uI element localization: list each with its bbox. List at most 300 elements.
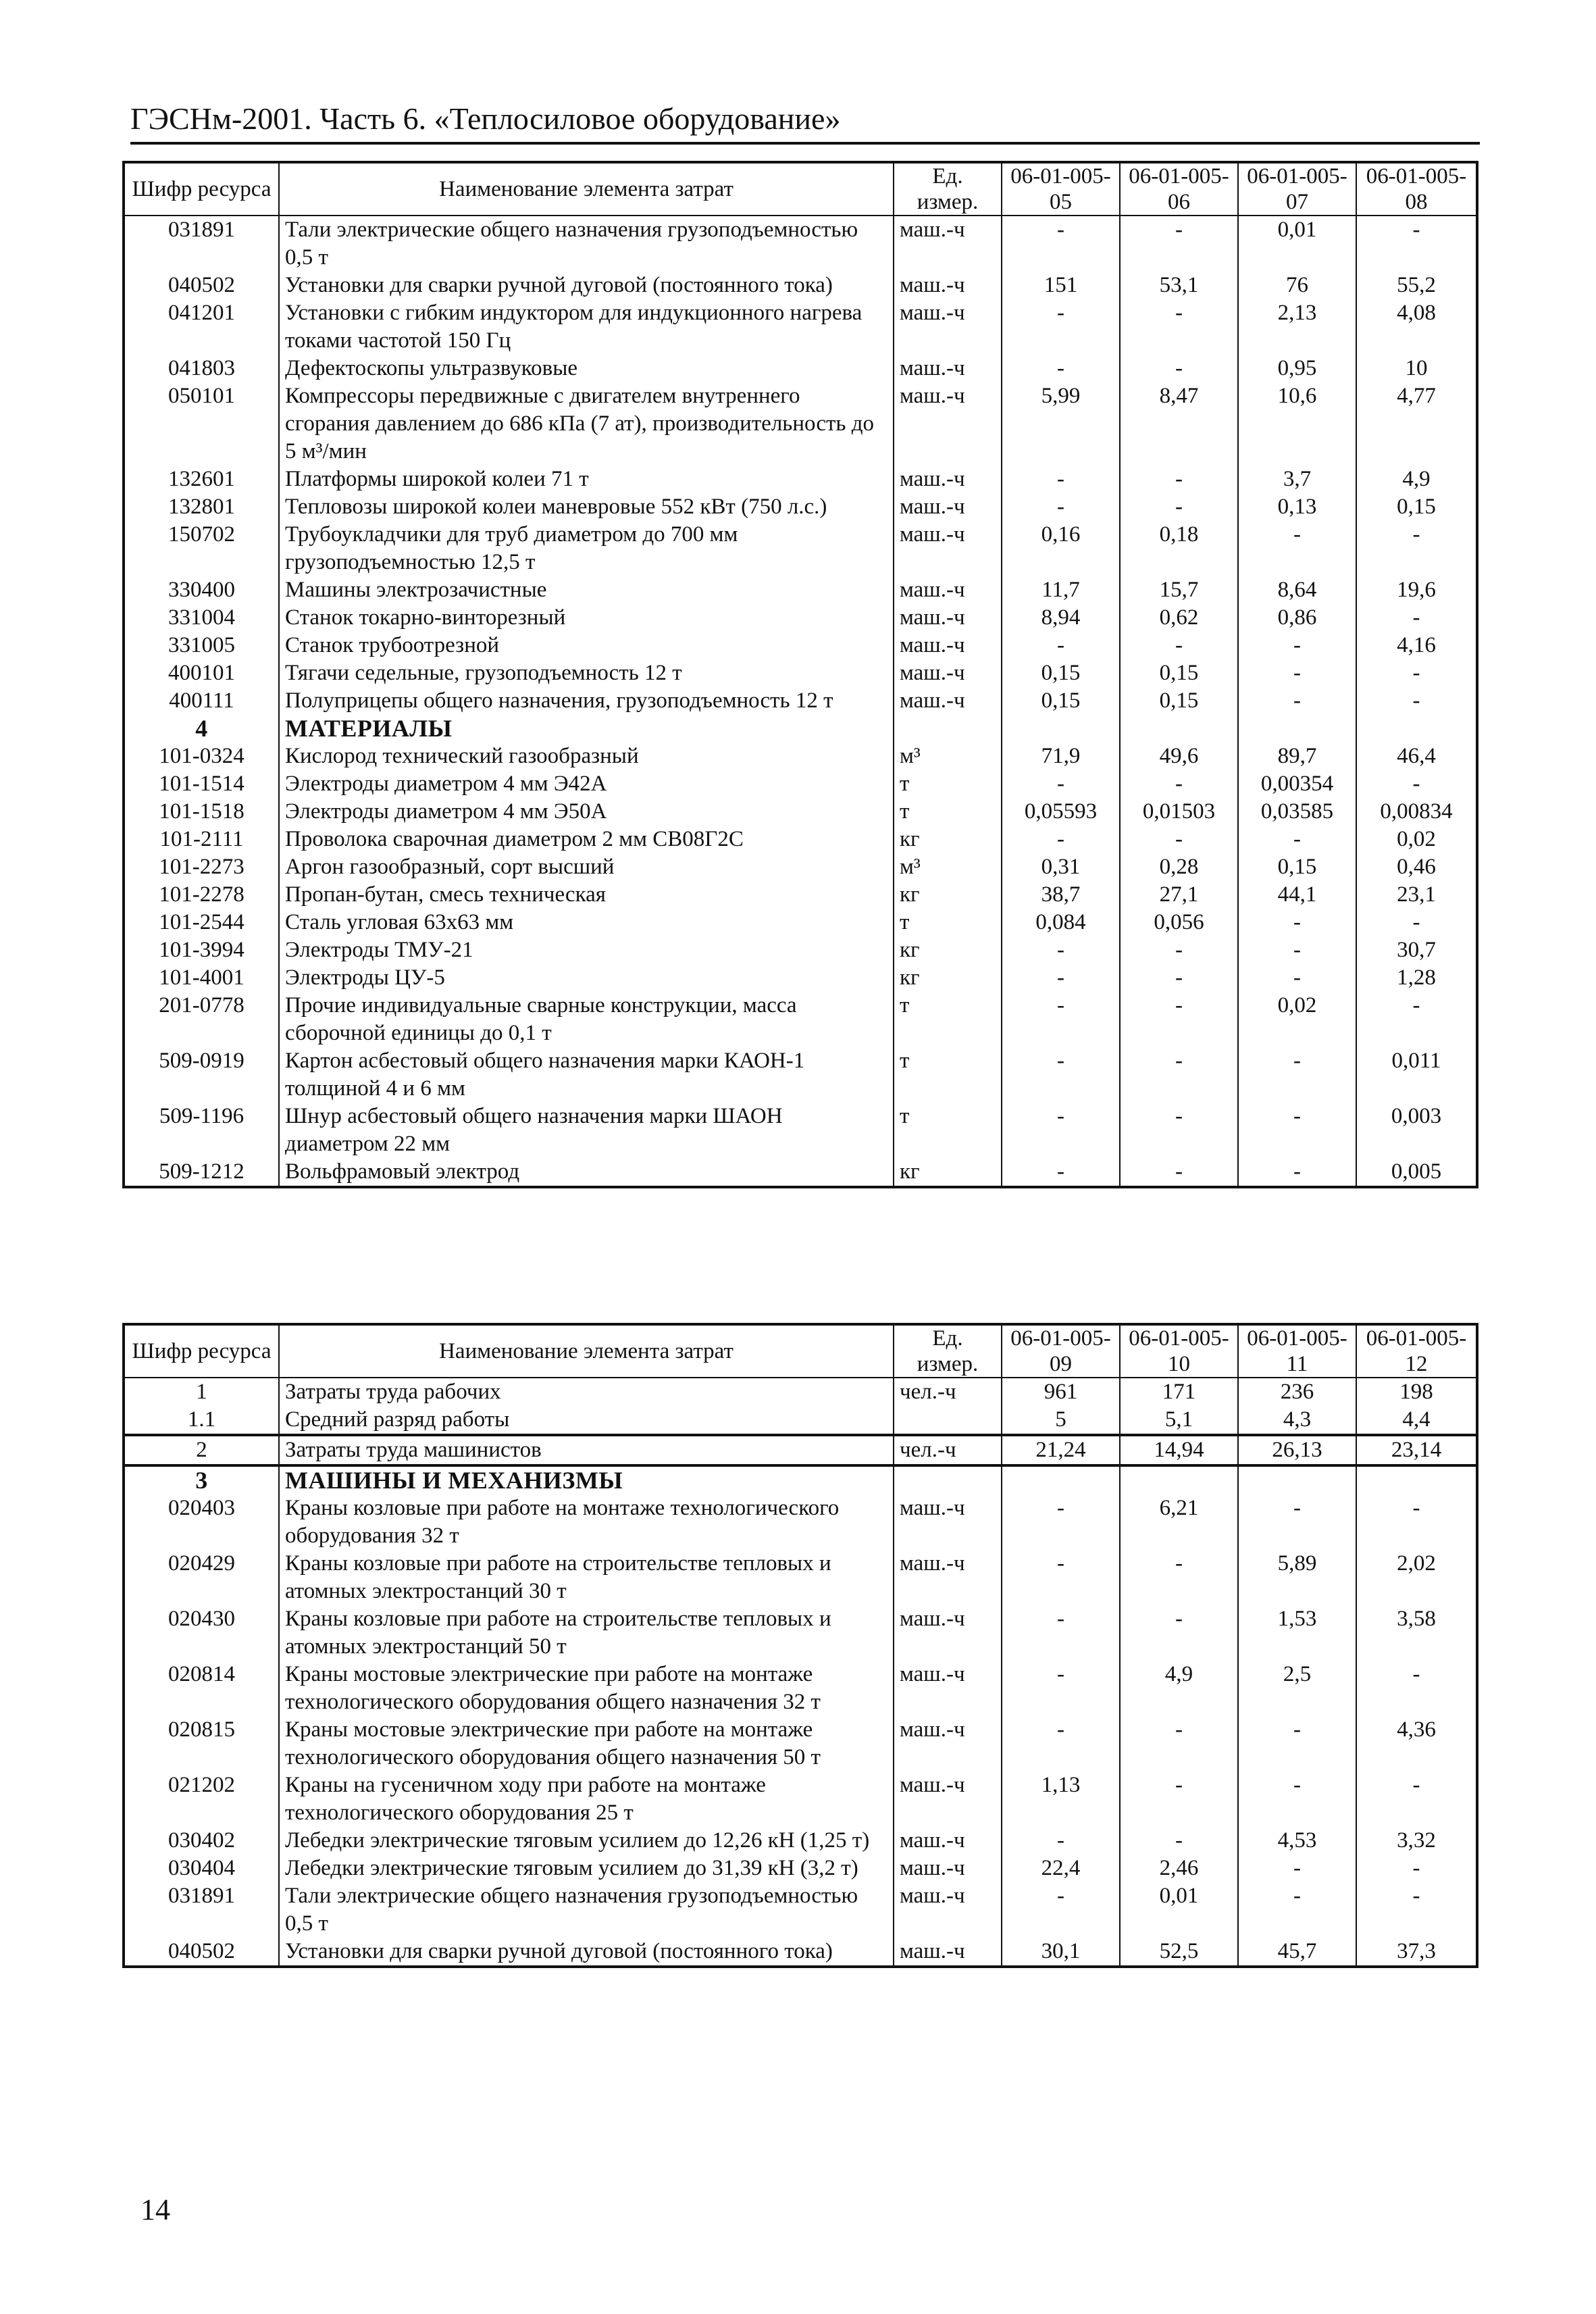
resource-name: Затраты труда рабочих [279, 1378, 894, 1406]
norm-value: 0,18 [1120, 521, 1238, 576]
norm-value: 0,28 [1120, 853, 1238, 881]
norm-value: 55,2 [1356, 272, 1477, 299]
norm-value: - [1238, 1771, 1356, 1827]
norm-value: 30,1 [1002, 1938, 1120, 1967]
norm-value: - [1120, 1827, 1238, 1855]
resource-code: 1 [124, 1378, 279, 1406]
resource-name: Электроды диаметром 4 мм Э42А [279, 770, 894, 798]
norm-value: - [1356, 687, 1477, 715]
resource-name: Машины электрозачистные [279, 576, 894, 604]
resource-code: 101-4001 [124, 964, 279, 992]
table-row [124, 1771, 1477, 1827]
table-header-row [124, 1324, 1477, 1378]
norm-value: - [1002, 1494, 1120, 1550]
norm-value: 0,15 [1002, 687, 1120, 715]
unit-cell: маш.-ч [894, 1494, 1002, 1550]
table-row [124, 1716, 1477, 1771]
resource-code: 101-1514 [124, 770, 279, 798]
norm-value: 19,6 [1356, 576, 1477, 604]
table-row [124, 299, 1477, 355]
table-row [124, 1550, 1477, 1605]
unit-cell: маш.-ч [894, 466, 1002, 493]
norm-value [1238, 715, 1356, 743]
table-row [124, 382, 1477, 466]
resource-code: 509-1196 [124, 1103, 279, 1158]
norm-value: 2,02 [1356, 1550, 1477, 1605]
resource-name: Краны на гусеничном ходу при работе на монтаже технологического оборудования 25 т [279, 1771, 894, 1827]
norm-value: 21,24 [1002, 1435, 1120, 1465]
norm-value: 151 [1002, 272, 1120, 299]
norm-value: 171 [1120, 1378, 1238, 1406]
norm-value: 23,1 [1356, 881, 1477, 909]
norm-value: 53,1 [1120, 272, 1238, 299]
unit-cell: м³ [894, 743, 1002, 770]
norm-value: 0,15 [1120, 659, 1238, 687]
norm-value: - [1002, 355, 1120, 382]
resource-code: 020814 [124, 1661, 279, 1716]
col-header-norm: 06-01-005-11 [1238, 1324, 1356, 1378]
table-row [124, 770, 1477, 798]
resource-code: 150702 [124, 521, 279, 576]
norm-value: - [1002, 493, 1120, 521]
norm-value: 0,86 [1238, 604, 1356, 632]
norm-value: - [1238, 632, 1356, 659]
unit-cell: маш.-ч [894, 272, 1002, 299]
norm-value: 52,5 [1120, 1938, 1238, 1967]
norm-value: - [1238, 936, 1356, 964]
resource-name: Компрессоры передвижные с двигателем внутреннего сгорания давлением до 686 кПа (7 ат), производительность до 5 м³/мин [279, 382, 894, 466]
resource-name: Дефектоскопы ультразвуковые [279, 355, 894, 382]
resource-code: 201-0778 [124, 992, 279, 1047]
norm-value: - [1120, 992, 1238, 1047]
norm-value: - [1002, 936, 1120, 964]
resource-code: 1.1 [124, 1406, 279, 1435]
norm-value: 44,1 [1238, 881, 1356, 909]
unit-cell: маш.-ч [894, 1938, 1002, 1967]
norm-value: 4,9 [1120, 1661, 1238, 1716]
norm-value: - [1238, 687, 1356, 715]
page-number: 14 [140, 2193, 170, 2226]
resource-code: 509-0919 [124, 1047, 279, 1103]
resource-name: Тали электрические общего назначения грузоподъемностью 0,5 т [279, 1882, 894, 1938]
resource-name: Картон асбестовый общего назначения марки КАОН-1 толщиной 4 и 6 мм [279, 1047, 894, 1103]
norm-value: - [1356, 770, 1477, 798]
resource-code: 400111 [124, 687, 279, 715]
norm-value: - [1002, 1716, 1120, 1771]
resource-code: 132601 [124, 466, 279, 493]
norm-value: 30,7 [1356, 936, 1477, 964]
norm-value: 3,7 [1238, 466, 1356, 493]
norm-value: 0,01 [1120, 1882, 1238, 1938]
unit-cell: т [894, 909, 1002, 936]
unit-cell [894, 1465, 1002, 1494]
norm-value: 236 [1238, 1378, 1356, 1406]
norm-value: 1,13 [1002, 1771, 1120, 1827]
resource-code: 331005 [124, 632, 279, 659]
unit-cell: маш.-ч [894, 299, 1002, 355]
resource-code: 101-3994 [124, 936, 279, 964]
unit-cell: т [894, 1047, 1002, 1103]
resource-name: Станок токарно-винторезный [279, 604, 894, 632]
col-header-norm: 06-01-005-06 [1120, 162, 1238, 216]
resource-name: Электроды ТМУ-21 [279, 936, 894, 964]
unit-cell [894, 715, 1002, 743]
col-header-norm: 06-01-005-08 [1356, 162, 1477, 216]
table-row [124, 1938, 1477, 1967]
unit-cell: маш.-ч [894, 1855, 1002, 1882]
norm-value: 0,13 [1238, 493, 1356, 521]
norm-value: 0,084 [1002, 909, 1120, 936]
table-row [124, 632, 1477, 659]
norm-value: - [1238, 1716, 1356, 1771]
resource-name: Лебедки электрические тяговым усилием до 31,39 кН (3,2 т) [279, 1855, 894, 1882]
resource-name: Сталь угловая 63х63 мм [279, 909, 894, 936]
norm-value: - [1002, 1550, 1120, 1605]
unit-cell: маш.-ч [894, 604, 1002, 632]
resource-code: 2 [124, 1435, 279, 1465]
section-heading-row [124, 715, 1477, 743]
resource-name: Краны козловые при работе на строительстве тепловых и атомных электростанций 50 т [279, 1605, 894, 1661]
norm-value: - [1002, 1661, 1120, 1716]
norm-value: - [1238, 964, 1356, 992]
resource-code: 031891 [124, 1882, 279, 1938]
resource-name: Тягачи седельные, грузоподъемность 12 т [279, 659, 894, 687]
norm-value [1002, 715, 1120, 743]
table-row [124, 521, 1477, 576]
col-header-name: Наименование элемента затрат [279, 1324, 894, 1378]
norm-value: 2,13 [1238, 299, 1356, 355]
resource-code: 030402 [124, 1827, 279, 1855]
norm-value: 8,94 [1002, 604, 1120, 632]
unit-cell: кг [894, 936, 1002, 964]
resource-name: Аргон газообразный, сорт высший [279, 853, 894, 881]
unit-cell: маш.-ч [894, 1882, 1002, 1938]
unit-cell: чел.-ч [894, 1378, 1002, 1406]
norm-value: 4,3 [1238, 1406, 1356, 1435]
norm-value: - [1238, 1855, 1356, 1882]
norm-value: 1,28 [1356, 964, 1477, 992]
resource-code: 101-2278 [124, 881, 279, 909]
resource-name: Станок трубоотрезной [279, 632, 894, 659]
table-row [124, 1605, 1477, 1661]
unit-cell: маш.-ч [894, 1716, 1002, 1771]
norm-value: 0,003 [1356, 1103, 1477, 1158]
table-row [124, 1378, 1477, 1406]
col-header-code: Шифр ресурса [124, 1324, 279, 1378]
norm-value: 27,1 [1120, 881, 1238, 909]
norm-value: - [1120, 466, 1238, 493]
norm-value: 6,21 [1120, 1494, 1238, 1550]
norm-value: - [1002, 1882, 1120, 1938]
norm-value: 0,011 [1356, 1047, 1477, 1103]
unit-cell: маш.-ч [894, 493, 1002, 521]
table-body [124, 216, 1477, 1187]
norm-value: 961 [1002, 1378, 1120, 1406]
norm-value: 38,7 [1002, 881, 1120, 909]
unit-cell: маш.-ч [894, 659, 1002, 687]
resource-name: Установки для сварки ручной дуговой (постоянного тока) [279, 272, 894, 299]
table-row [124, 826, 1477, 853]
norm-value: - [1002, 1103, 1120, 1158]
norm-value: 0,01 [1238, 216, 1356, 272]
table-row [124, 1103, 1477, 1158]
norm-value: - [1002, 1047, 1120, 1103]
resource-name: Пропан-бутан, смесь техническая [279, 881, 894, 909]
norm-value: 198 [1356, 1378, 1477, 1406]
table-header-row [124, 162, 1477, 216]
norm-value: - [1356, 659, 1477, 687]
norm-value: 0,62 [1120, 604, 1238, 632]
norm-value: 8,64 [1238, 576, 1356, 604]
norm-value: 4,08 [1356, 299, 1477, 355]
resource-name: Установки для сварки ручной дуговой (постоянного тока) [279, 1938, 894, 1967]
norm-value: - [1238, 1158, 1356, 1187]
norm-value: 49,6 [1120, 743, 1238, 770]
table-row [124, 964, 1477, 992]
norm-value: 37,3 [1356, 1938, 1477, 1967]
norm-value: 1,53 [1238, 1605, 1356, 1661]
norm-value: - [1120, 1047, 1238, 1103]
resource-name: МАТЕРИАЛЫ [279, 715, 894, 743]
table-row [124, 936, 1477, 964]
page-header: ГЭСНм-2001. Часть 6. «Теплосиловое оборудование» [130, 101, 1480, 145]
unit-cell: маш.-ч [894, 1771, 1002, 1827]
norm-value: - [1356, 1882, 1477, 1938]
norm-value: - [1120, 493, 1238, 521]
norm-value [1120, 715, 1238, 743]
norm-value [1356, 715, 1477, 743]
unit-cell: маш.-ч [894, 355, 1002, 382]
table-row [124, 1158, 1477, 1187]
norm-value: - [1120, 1103, 1238, 1158]
table-row [124, 909, 1477, 936]
resource-code: 101-1518 [124, 798, 279, 826]
norm-value: 0,03585 [1238, 798, 1356, 826]
norm-value: - [1120, 216, 1238, 272]
norm-value: - [1120, 1771, 1238, 1827]
resource-code: 101-2273 [124, 853, 279, 881]
norm-value: - [1002, 216, 1120, 272]
norm-value: 8,47 [1120, 382, 1238, 466]
unit-cell: т [894, 798, 1002, 826]
norm-value: - [1002, 1827, 1120, 1855]
norm-value [1002, 1465, 1120, 1494]
table-row [124, 216, 1477, 272]
resource-name: Прочие индивидуальные сварные конструкции, масса сборочной единицы до 0,1 т [279, 992, 894, 1047]
norm-value: 76 [1238, 272, 1356, 299]
unit-cell: м³ [894, 853, 1002, 881]
norm-value: 0,02 [1356, 826, 1477, 853]
norm-value: 5,99 [1002, 382, 1120, 466]
col-header-norm: 06-01-005-07 [1238, 162, 1356, 216]
norm-value: 0,00834 [1356, 798, 1477, 826]
resource-name: Шнур асбестовый общего назначения марки ШАОН диаметром 22 мм [279, 1103, 894, 1158]
norm-value: 15,7 [1120, 576, 1238, 604]
resource-code: 041201 [124, 299, 279, 355]
resource-code: 132801 [124, 493, 279, 521]
norm-value: 0,95 [1238, 355, 1356, 382]
norm-value: - [1120, 1158, 1238, 1187]
unit-cell: маш.-ч [894, 1827, 1002, 1855]
table-row [124, 1827, 1477, 1855]
norm-value: - [1238, 1494, 1356, 1550]
norm-value: - [1356, 521, 1477, 576]
norm-value: - [1120, 1550, 1238, 1605]
norm-value: - [1002, 1158, 1120, 1187]
table-row [124, 1855, 1477, 1882]
resource-code: 041803 [124, 355, 279, 382]
resource-name: Лебедки электрические тяговым усилием до 12,26 кН (1,25 т) [279, 1827, 894, 1855]
table-row [124, 1882, 1477, 1938]
resource-name: Полуприцепы общего назначения, грузоподъемность 12 т [279, 687, 894, 715]
norm-value: 5,1 [1120, 1406, 1238, 1435]
table-row [124, 355, 1477, 382]
norm-value: 4,4 [1356, 1406, 1477, 1435]
col-header-name: Наименование элемента затрат [279, 162, 894, 216]
table-row [124, 1494, 1477, 1550]
norm-value: - [1002, 770, 1120, 798]
norm-value: 0,15 [1356, 493, 1477, 521]
resource-name: Тали электрические общего назначения грузоподъемностью 0,5 т [279, 216, 894, 272]
norm-value: 0,005 [1356, 1158, 1477, 1187]
unit-cell: кг [894, 1158, 1002, 1187]
unit-cell: кг [894, 881, 1002, 909]
norm-value: 4,36 [1356, 1716, 1477, 1771]
resource-code: 4 [124, 715, 279, 743]
norm-value: 89,7 [1238, 743, 1356, 770]
col-header-norm: 06-01-005-12 [1356, 1324, 1477, 1378]
resource-name: Платформы широкой колеи 71 т [279, 466, 894, 493]
table-row [124, 576, 1477, 604]
norm-value: 22,4 [1002, 1855, 1120, 1882]
table-row [124, 659, 1477, 687]
table-row [124, 1047, 1477, 1103]
norm-value: 0,05593 [1002, 798, 1120, 826]
table-row [124, 604, 1477, 632]
norm-value: - [1002, 632, 1120, 659]
table-row [124, 687, 1477, 715]
unit-cell: чел.-ч [894, 1435, 1002, 1465]
norm-value: - [1356, 992, 1477, 1047]
norm-value: - [1356, 1855, 1477, 1882]
norm-value: 4,9 [1356, 466, 1477, 493]
norm-value: 2,46 [1120, 1855, 1238, 1882]
resource-name: Краны мостовые электрические при работе на монтаже технологического оборудования общего назначения 32 т [279, 1661, 894, 1716]
resource-name: Проволока сварочная диаметром 2 мм СВ08Г2С [279, 826, 894, 853]
norm-value: 5,89 [1238, 1550, 1356, 1605]
table-row [124, 1661, 1477, 1716]
norm-value: 26,13 [1238, 1435, 1356, 1465]
resource-name: Средний разряд работы [279, 1406, 894, 1435]
resource-name: Затраты труда машинистов [279, 1435, 894, 1465]
resource-code: 330400 [124, 576, 279, 604]
resource-code: 031891 [124, 216, 279, 272]
resource-name: Тепловозы широкой колеи маневровые 552 кВт (750 л.с.) [279, 493, 894, 521]
norm-value: 0,31 [1002, 853, 1120, 881]
norm-value: 0,01503 [1120, 798, 1238, 826]
resource-name: Электроды диаметром 4 мм Э50А [279, 798, 894, 826]
norm-value: 0,16 [1002, 521, 1120, 576]
col-header-unit: Ед. измер. [894, 1324, 1002, 1378]
resource-code: 040502 [124, 272, 279, 299]
norm-value: - [1238, 826, 1356, 853]
norm-value: - [1238, 521, 1356, 576]
col-header-norm: 06-01-005-05 [1002, 162, 1120, 216]
norm-value: - [1120, 826, 1238, 853]
norm-value: - [1002, 466, 1120, 493]
norm-value: - [1120, 355, 1238, 382]
resource-code: 020815 [124, 1716, 279, 1771]
resource-code: 020430 [124, 1605, 279, 1661]
unit-cell: маш.-ч [894, 1661, 1002, 1716]
table-row [124, 1406, 1477, 1435]
norm-value [1120, 1465, 1238, 1494]
norm-value: - [1120, 1605, 1238, 1661]
resource-code: 021202 [124, 1771, 279, 1827]
unit-cell: т [894, 1103, 1002, 1158]
resource-table-1 [122, 161, 1478, 1188]
norm-value: 11,7 [1002, 576, 1120, 604]
norm-value: - [1120, 1716, 1238, 1771]
norm-value: 4,53 [1238, 1827, 1356, 1855]
norm-value: - [1120, 964, 1238, 992]
norm-value: 2,5 [1238, 1661, 1356, 1716]
unit-cell: маш.-ч [894, 1550, 1002, 1605]
unit-cell: маш.-ч [894, 1605, 1002, 1661]
norm-value: 4,16 [1356, 632, 1477, 659]
norm-value: - [1002, 826, 1120, 853]
norm-value: 0,00354 [1238, 770, 1356, 798]
norm-value: 0,02 [1238, 992, 1356, 1047]
table-row [124, 493, 1477, 521]
resource-name: Краны мостовые электрические при работе на монтаже технологического оборудования общего назначения 50 т [279, 1716, 894, 1771]
norm-value: 14,94 [1120, 1435, 1238, 1465]
norm-value: - [1002, 964, 1120, 992]
table-row [124, 853, 1477, 881]
resource-name: МАШИНЫ И МЕХАНИЗМЫ [279, 1465, 894, 1494]
norm-value [1356, 1465, 1477, 1494]
norm-value: 5 [1002, 1406, 1120, 1435]
col-header-norm: 06-01-005-09 [1002, 1324, 1120, 1378]
norm-value: 46,4 [1356, 743, 1477, 770]
resource-name: Установки с гибким индуктором для индукционного нагрева токами частотой 150 Гц [279, 299, 894, 355]
resource-code: 509-1212 [124, 1158, 279, 1187]
norm-value: - [1120, 632, 1238, 659]
table-row [124, 466, 1477, 493]
norm-value: 23,14 [1356, 1435, 1477, 1465]
norm-value [1238, 1465, 1356, 1494]
resource-code: 3 [124, 1465, 279, 1494]
norm-value: 0,15 [1238, 853, 1356, 881]
table-row [124, 272, 1477, 299]
resource-name: Краны козловые при работе на монтаже технологического оборудования 32 т [279, 1494, 894, 1550]
resource-code: 101-0324 [124, 743, 279, 770]
norm-value: - [1120, 770, 1238, 798]
unit-cell: маш.-ч [894, 576, 1002, 604]
resource-name: Электроды ЦУ-5 [279, 964, 894, 992]
unit-cell: маш.-ч [894, 687, 1002, 715]
norm-value: - [1002, 1605, 1120, 1661]
unit-cell: маш.-ч [894, 632, 1002, 659]
norm-value: - [1356, 1494, 1477, 1550]
table-row [124, 1435, 1477, 1465]
norm-value: 0,15 [1002, 659, 1120, 687]
table-body [124, 1378, 1477, 1967]
norm-value: 4,77 [1356, 382, 1477, 466]
resource-code: 400101 [124, 659, 279, 687]
col-header-unit: Ед. измер. [894, 162, 1002, 216]
norm-value: 0,056 [1120, 909, 1238, 936]
